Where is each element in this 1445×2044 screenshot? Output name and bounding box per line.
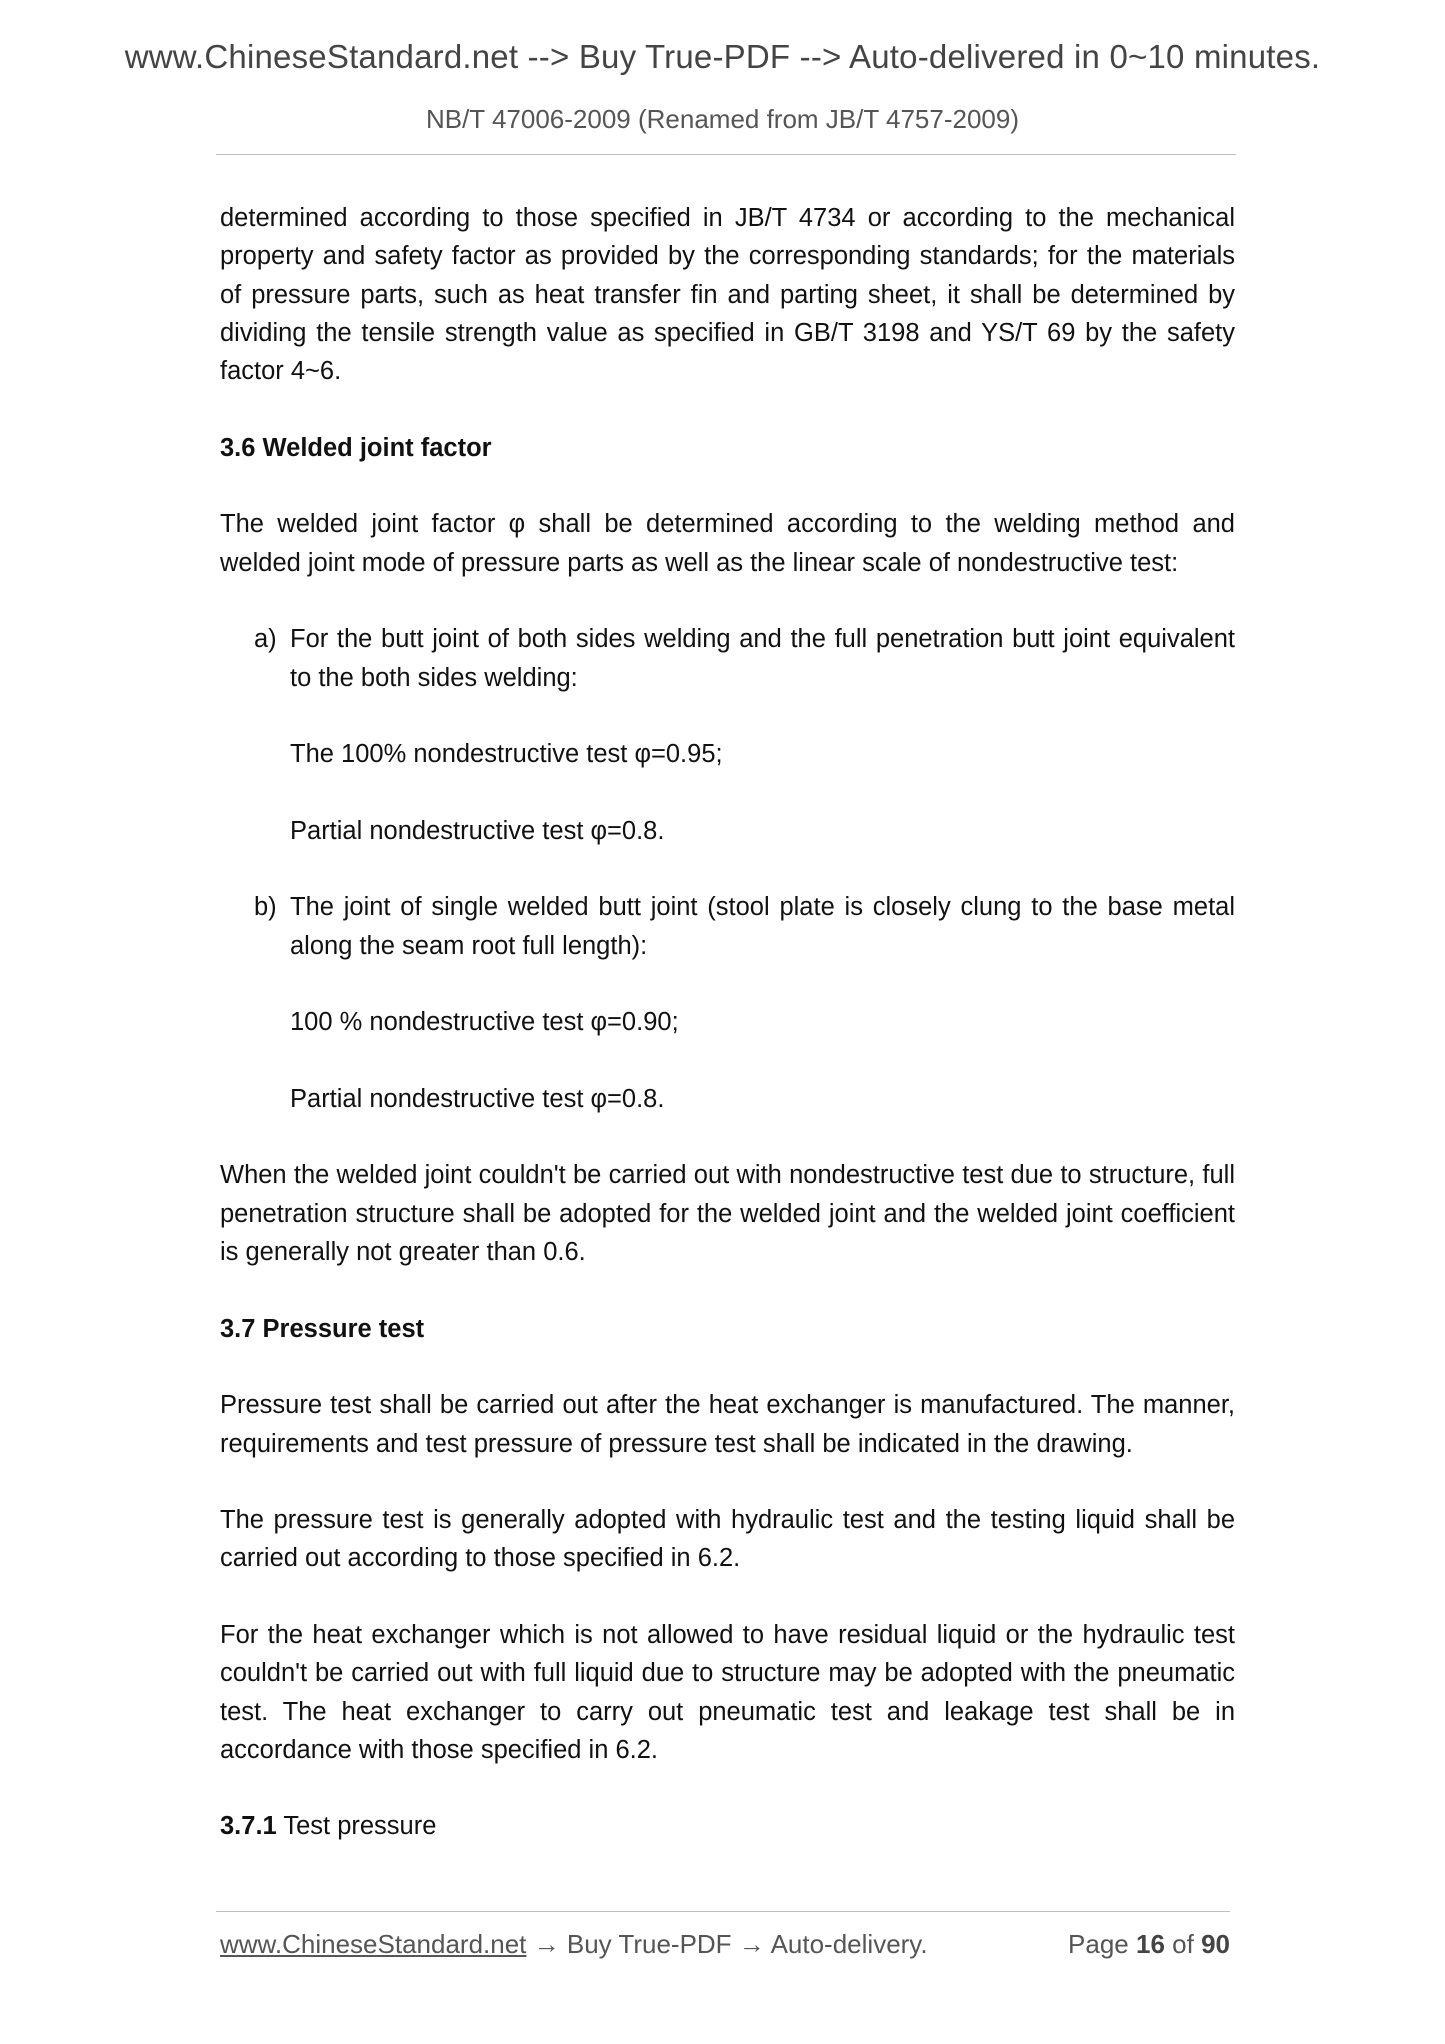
section-heading-3-7: 3.7 Pressure test	[220, 1314, 425, 1343]
list-item-b-line-2: Partial nondestructive test φ=0.8.	[290, 1084, 665, 1113]
structure-paragraph: When the welded joint couldn't be carried out with nondestructive test due to structure, full penetration structure shall be adopted for the welded joint and the welded joint coefficient is generally not greater than 0.6.	[220, 1161, 1235, 1267]
list-item-b-label: b)	[254, 893, 277, 922]
footer-divider	[216, 1911, 1230, 1912]
paragraph-3-7-a: Pressure test shall be carried out after the heat exchanger is manufactured. The manner, requirements and test pressure of pressure test shall be indicated in the drawing.	[220, 1391, 1235, 1458]
list-item-b	[220, 888, 1235, 965]
list-item-b-text: The joint of single welded butt joint (stool plate is closely clung to the base metal along the seam root full length):	[290, 893, 1235, 960]
section-heading-3-6: 3.6 Welded joint factor	[220, 433, 492, 462]
section-title-3-7-1: Test pressure	[283, 1812, 437, 1841]
paragraph-3-6: The welded joint factor φ shall be determined according to the welding method and welded joint mode of pressure parts as well as the linear scale of nondestructive test:	[220, 510, 1235, 577]
list-item-a-text: For the butt joint of both sides welding and the full penetration butt joint equivalent to the both sides welding:	[290, 625, 1235, 692]
page-indicator	[1068, 1929, 1230, 1960]
standard-title: NB/T 47006-2009 (Renamed from JB/T 4757-2009)	[425, 104, 1020, 134]
footer-site-link[interactable]: www.ChineseStandard.net	[220, 1929, 527, 1959]
list-item-a-label: a)	[254, 625, 277, 654]
header-divider	[216, 154, 1236, 155]
intro-paragraph: determined according to those specified in JB/T 4734 or according to the mechanical property and safety factor as provided by the corresponding standards; for the materials of pressure parts, such as heat transfer fin and parting sheet, it shall be determined by dividing the tensile strength value as specified in GB/T 3198 and YS/T 69 by the safety factor 4~6.	[220, 204, 1235, 386]
page-number: 16	[1136, 1929, 1165, 1959]
page-word: Page	[1068, 1929, 1129, 1959]
document-body	[220, 199, 1235, 1884]
list-item-a-line-1: The 100% nondestructive test φ=0.95;	[290, 740, 723, 769]
header-banner: www.ChineseStandard.net --> Buy True-PDF --> Auto-delivered in 0~10 minutes.	[124, 38, 1321, 75]
section-heading-3-7-1	[220, 1807, 1235, 1845]
of-word: of	[1172, 1929, 1194, 1959]
list-item-a-line-2: Partial nondestructive test φ=0.8.	[290, 816, 665, 845]
footer-left	[220, 1929, 928, 1960]
list-item-b-line-1: 100 % nondestructive test φ=0.90;	[290, 1008, 679, 1037]
list-item-a	[220, 620, 1235, 697]
footer-tagline: → Buy True-PDF → Auto-delivery.	[526, 1929, 928, 1959]
page-total: 90	[1201, 1929, 1230, 1959]
paragraph-3-7-c: For the heat exchanger which is not allowed to have residual liquid or the hydraulic test couldn't be carried out with full liquid due to structure may be adopted with the pneumatic test. The heat exchanger to carry out pneumatic test and leakage test shall be in accordance with those specified in 6.2.	[220, 1620, 1235, 1764]
section-number-3-7-1: 3.7.1	[220, 1812, 277, 1841]
paragraph-3-7-b: The pressure test is generally adopted with hydraulic test and the testing liquid shall be carried out according to those specified in 6.2.	[220, 1506, 1235, 1573]
